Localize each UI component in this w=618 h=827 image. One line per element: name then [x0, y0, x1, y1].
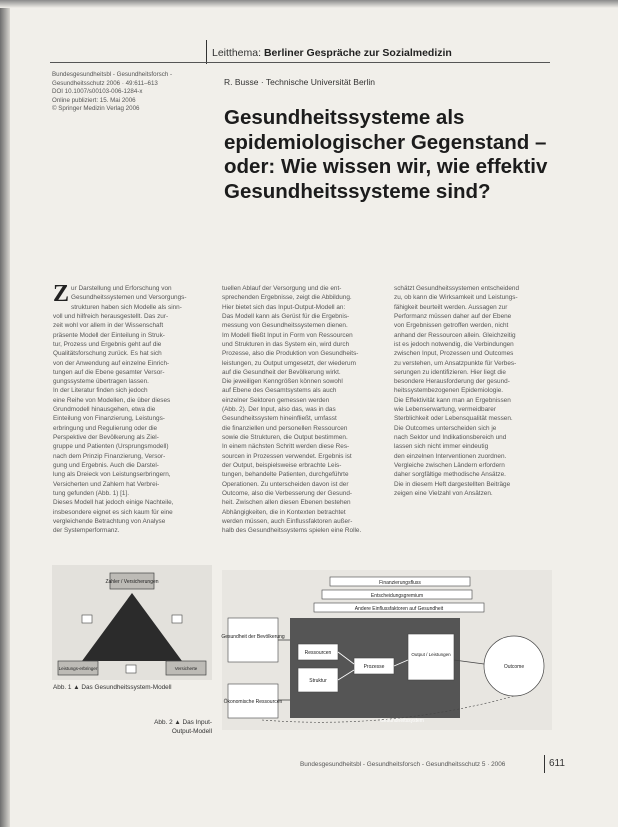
body-line: Im Modell fließt Input in Form von Ressourcen: [222, 331, 353, 339]
meta-line: © Springer Medizin Verlag 2006: [52, 105, 140, 113]
fig2-output-box: [408, 634, 454, 680]
fig2-left-top-label: Gesundheit der Bevölkerung: [221, 634, 285, 640]
body-line: nach dem Prinzip Finanzierung, Versor-: [53, 452, 166, 460]
body-line: auf Ebene des Gesamtsystems als auch: [222, 387, 337, 395]
body-line: Outcome, also die Verbesserung der Gesund-: [222, 489, 353, 497]
body-line: Das Modell kann als Gerüst für die Ergebnis-: [222, 312, 350, 320]
fig1-top-label: Zahler / Versicherungen: [105, 579, 159, 585]
body-line: anhand der Ressourcen allein. Gleichzeitig: [394, 331, 516, 339]
body-line: Gesundheitssystem hineinfließt, umfasst: [222, 415, 337, 423]
body-line: wie Lebenserwartung, vermeidbarer: [394, 406, 496, 414]
footer-journal: Bundesgesundheitsbl - Gesundheitsforsch - Gesundheitsschutz 5 · 2006: [300, 761, 506, 768]
body-line: Qualitätsforschung zurück. Es hat sich: [53, 350, 162, 358]
body-line: tur, Prozess und Ergebnis geht auf die: [53, 340, 162, 348]
body-line: schätzt Gesundheitssystemen entscheidend: [394, 285, 520, 292]
body-line: strukturen haben sich Modelle als sinn-: [71, 303, 182, 311]
body-line: sprechenden Ergebnisse, zeigt die Abbildung.: [222, 294, 352, 302]
body-line: der Output, beispielsweise erbrachte Leis-: [222, 461, 342, 469]
meta-line: Gesundheitsschutz 2006 · 49:611–613: [52, 79, 158, 87]
body-line: ist es jedoch notwendig, die Verbindungen: [394, 340, 514, 348]
title-line: Gesundheitssysteme sind?: [224, 179, 491, 203]
drop-cap: Z: [53, 281, 70, 307]
body-line: insbesondere eignet es sich kaum für eine: [53, 508, 173, 516]
body-line: Die jeweiligen Kenngrößen können sowohl: [222, 378, 343, 386]
page-number: 611: [549, 758, 565, 769]
figure-2: [222, 570, 552, 730]
body-line: Performanz müssen daher auf der Ebene: [394, 312, 512, 320]
body-line: Operationen. Zu unterscheiden davon ist der: [222, 480, 349, 488]
fig2-left-top-box: [228, 618, 278, 662]
body-line: tung gefunden (Abb. 1) [1].: [53, 489, 130, 497]
body-line: heitssystembezogenen Epidemiologie.: [394, 387, 504, 395]
fig2-structure-label: Struktur: [309, 678, 327, 684]
body-line: leistungen, zu Output umgesetzt, der wiederum: [222, 359, 356, 367]
body-line: Die in diesem Heft dargestellten Beiträge: [394, 480, 511, 488]
meta-line: Bundesgesundheitsbl - Gesundheitsforsch -: [52, 71, 173, 78]
figure-2-caption: Abb. 2 ▲ Das Input-Output-Modell: [154, 719, 212, 735]
fig2-output-label: Output / Leistungen: [411, 652, 451, 657]
fig2-bar-mid-label: Entscheidungsgremium: [370, 593, 424, 599]
body-line: Einteilung von Finanzierung, Leistungs-: [53, 415, 165, 423]
body-line: Die Effektivität kann man an Ergebnissen: [394, 396, 511, 404]
body-line: In einem nächsten Schritt werden diese Res-: [222, 443, 350, 451]
body-line: heit. Zwischen allen diesen Ebenen bestehen: [222, 499, 351, 507]
figure-1: [52, 565, 212, 680]
body-line: Vergleiche zwischen Ländern erfordern: [394, 461, 505, 469]
meta-line: DOI 10.1007/s00103-006-1284-x: [52, 88, 143, 96]
fig2-bottom-label: Gesundheitssystem: [380, 718, 424, 724]
body-line: Dieses Modell hat jedoch einige Nachteile,: [53, 499, 174, 507]
fig2-input-label: Ressourcen: [304, 650, 332, 656]
body-line: gungssysteme übertragen lassen.: [53, 378, 149, 386]
body-line: sourcen in Prozessen verwendet. Ergebnis ist: [222, 452, 352, 460]
body-line: In der Literatur finden sich jedoch: [53, 387, 148, 395]
body-column-2: [222, 284, 377, 535]
body-line: Prozesse, also die Produktion von Gesundheits-: [222, 350, 359, 358]
body-line: Abhängigkeiten, die in Kontexten betrachtet: [222, 508, 346, 516]
body-column-1: [53, 281, 187, 535]
body-line: ur Darstellung und Erforschung von: [71, 285, 172, 292]
body-line: zu, ob kann die Wirksamkeit und Leistungs-: [394, 294, 518, 302]
body-line: gruppe und Patienten (Ursprungsmodell): [53, 443, 169, 451]
fig2-left-bottom-label: Ökonomische Ressourcen: [223, 699, 283, 705]
fig1-right-label: Versicherte: [174, 666, 198, 671]
body-line: tuellen Ablauf der Versorgung und die ent-: [222, 285, 342, 292]
body-line: nach Sektor und Indikationsbereich und: [394, 434, 507, 441]
body-line: Hier bietet sich das Input-Output-Modell an:: [222, 303, 346, 311]
body-line: fähigkeit beurteilt werden. Aussagen zur: [394, 303, 508, 311]
body-line: serungen zu identifizieren. Hier liegt die: [394, 368, 506, 376]
body-line: Sterblichkeit oder Lebensqualität messen.: [394, 415, 513, 423]
body-line: zu verstehen, um Ansatzpunkte für Verbes-: [394, 359, 517, 367]
body-line: Versicherten und Zahlern hat Verbrei-: [53, 480, 160, 488]
body-line: die finanziellen und personellen Ressourcen: [222, 424, 348, 432]
fig2-bar-top-label: Finanzierungsfluss: [379, 580, 421, 586]
body-line: von der Anwendung auf einzelne Einrich-: [53, 359, 170, 367]
header-rule: [50, 62, 550, 63]
title-line: oder: Wie wissen wir, wie effektiv: [224, 155, 548, 178]
body-line: lung als Dreieck von Leistungserbringern,: [53, 471, 171, 479]
body-line: voll und hilfreich herausgestellt. Das zur-: [53, 312, 169, 320]
body-line: Gesundheitssystemen und Versorgungs-: [71, 294, 187, 302]
body-line: auf die Gesundheit der Bevölkerung wirkt.: [222, 368, 341, 376]
body-line: besondere Herausforderung der gesund-: [394, 378, 510, 386]
body-line: präsente Modell der Einteilung in Struk-: [53, 331, 165, 339]
figure-1-caption: Abb. 1 ▲ Das Gesundheitssystem-Modell: [53, 684, 172, 691]
body-line: tungen auf die Ebene gesamter Versor-: [53, 368, 165, 376]
body-line: und Strukturen in das System ein, wird durch: [222, 340, 350, 348]
body-line: von Ergebnissen getroffen werden, nicht: [394, 322, 509, 330]
body-line: vergleichende Betrachtung von Analyse: [53, 517, 166, 525]
title-line: Gesundheitssysteme als: [224, 106, 465, 129]
body-line: erbringung und Regulierung oder die: [53, 424, 158, 432]
footer-divider: [544, 755, 545, 773]
meta-line: Online publiziert: 15. Mai 2006: [52, 96, 136, 104]
body-line: den einzelnen Interventionen zuordnen.: [394, 452, 507, 460]
body-line: gung und Ergebnis. Auch die Darstel-: [53, 461, 159, 469]
triangle-shape: [82, 593, 182, 661]
body-line: halb des Gesundheitssystems spielen eine Rolle.: [222, 527, 362, 535]
body-line: der Systemperformanz.: [53, 527, 120, 535]
fig2-process-label: Prozesse: [363, 664, 385, 670]
body-line: werden müssen, auch Einflussfaktoren außer-: [222, 517, 353, 525]
section-header: [212, 47, 452, 59]
publication-metadata: [52, 71, 202, 114]
body-line: zeit wohl vor allem in der Wissenschaft: [53, 322, 164, 330]
body-line: zeigen eine Vielzahl von Ansätzen.: [394, 489, 493, 497]
body-line: tungen, behandelte Patienten, durchgeführte: [222, 471, 349, 479]
title-line: epidemiologischer Gegenstand –: [224, 130, 547, 154]
body-line: lassen sich nicht immer eindeutig: [394, 443, 489, 451]
scan-shadow-left: [0, 0, 10, 827]
article-title: [224, 106, 564, 204]
body-line: daher sorgfältige methodische Ansätze.: [394, 471, 506, 479]
body-column-3: [394, 284, 549, 498]
body-line: Perspektive der Bevölkerung als Ziel-: [53, 434, 159, 441]
body-line: sowie die Strukturen, die Output bestimmen.: [222, 434, 348, 441]
fig2-bar-bottom-label: Andere Einflussfaktoren auf Gesundheit: [354, 606, 444, 612]
body-line: Grundmodell hinausgehen, etwa die: [53, 406, 156, 414]
body-line: eine Reihe von Modellen, die über dieses: [53, 396, 171, 404]
header-tick: [206, 40, 207, 64]
fig2-outcome-label: Outcome: [503, 664, 525, 670]
body-line: Die Outcomes unterscheiden sich je: [394, 424, 497, 432]
section-title: Berliner Gespräche zur Sozialmedizin: [263, 47, 452, 59]
fig1-left-label: Leistungs-erbringer: [58, 666, 98, 671]
author-line: R. Busse · Technische Universität Berlin: [224, 77, 376, 87]
body-line: zwischen Input, Prozessen und Outcomes: [394, 350, 514, 358]
body-line: einzelner Sektoren gemessen werden: [222, 396, 330, 404]
body-line: (Abb. 2). Der Input, also das, was in das: [222, 406, 336, 414]
scan-shadow-top: [0, 0, 618, 8]
section-prefix: Leitthema:: [212, 47, 262, 59]
body-line: messung von Gesundheitssystemen dienen.: [222, 322, 348, 330]
